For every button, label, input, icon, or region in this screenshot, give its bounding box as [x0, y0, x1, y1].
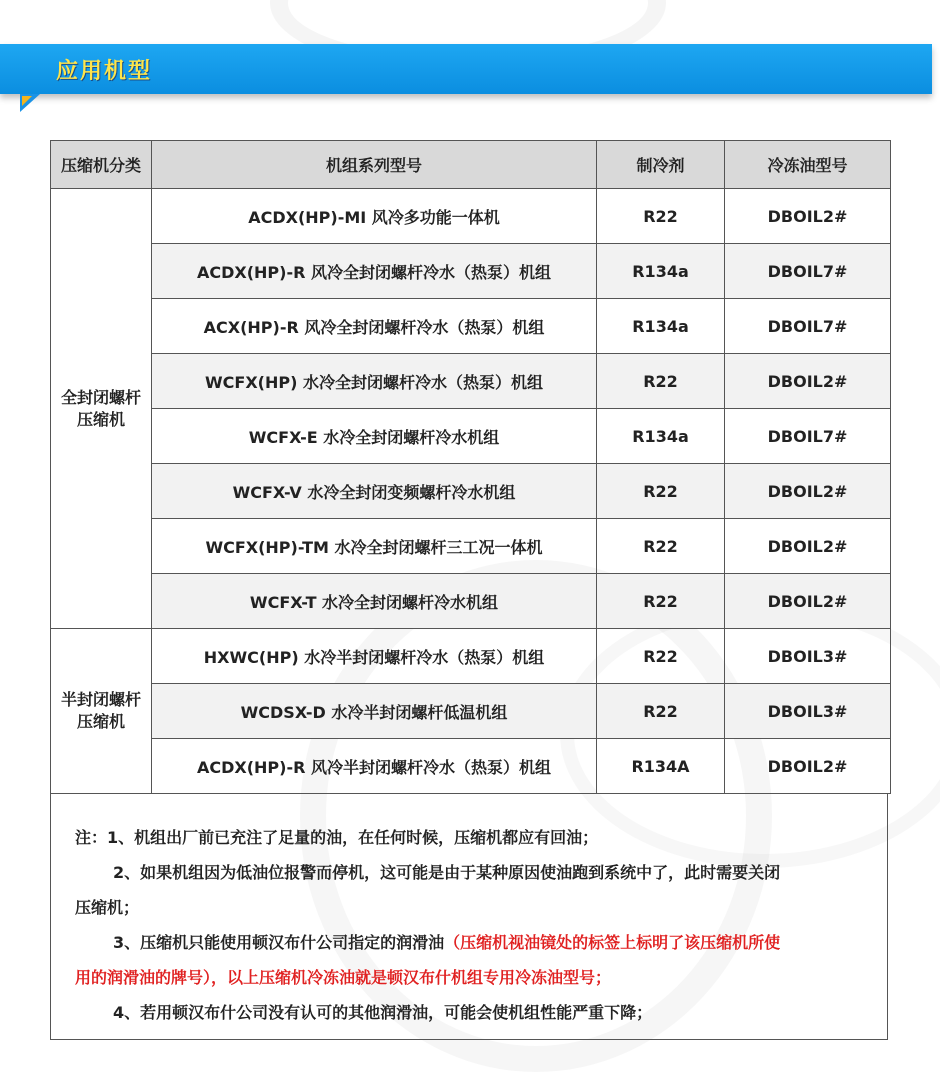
- oil-cell: DBOIL3#: [725, 629, 891, 684]
- oil-cell: DBOIL7#: [725, 409, 891, 464]
- refrigerant-cell: R22: [597, 519, 725, 574]
- refrigerant-cell: R134a: [597, 409, 725, 464]
- model-cell: WCDSX-D 水冷半封闭螺杆低温机组: [152, 684, 597, 739]
- oil-cell: DBOIL7#: [725, 244, 891, 299]
- table-row: [51, 629, 891, 684]
- refrigerant-cell: R22: [597, 574, 725, 629]
- application-models-table: [50, 140, 891, 794]
- model-cell: HXWC(HP) 水冷半封闭螺杆冷水（热泵）机组: [152, 629, 597, 684]
- model-cell: ACDX(HP)-R 风冷半封闭螺杆冷水（热泵）机组: [152, 739, 597, 794]
- oil-cell: DBOIL7#: [725, 299, 891, 354]
- table-row: [51, 464, 891, 519]
- refrigerant-cell: R134A: [597, 739, 725, 794]
- refrigerant-cell: R134a: [597, 244, 725, 299]
- table-row: [51, 409, 891, 464]
- compressor-category: 半封闭螺杆 压缩机: [51, 629, 152, 794]
- oil-cell: DBOIL2#: [725, 354, 891, 409]
- refrigerant-cell: R22: [597, 684, 725, 739]
- model-cell: ACDX(HP)-MI 风冷多功能一体机: [152, 189, 597, 244]
- model-cell: ACDX(HP)-R 风冷全封闭螺杆冷水（热泵）机组: [152, 244, 597, 299]
- table-row: [51, 244, 891, 299]
- table-row: [51, 519, 891, 574]
- note-3-text: 3、压缩机只能使用顿汉布什公司指定的润滑油: [113, 933, 445, 952]
- note-4: 4、若用顿汉布什公司没有认可的其他润滑油，可能会使机组性能严重下降；: [113, 1003, 653, 1022]
- note-3-highlight: （压缩机视油镜处的标签上标明了该压缩机所使: [444, 933, 781, 952]
- refrigerant-cell: R22: [597, 464, 725, 519]
- refrigerant-cell: R22: [597, 354, 725, 409]
- model-cell: WCFX(HP)-TM 水冷全封闭螺杆三工况一体机: [152, 519, 597, 574]
- table-row: [51, 574, 891, 629]
- header-model-series: 机组系列型号: [152, 141, 597, 189]
- table-row: [51, 684, 891, 739]
- note-2-cont: 压缩机；: [75, 898, 140, 917]
- oil-cell: DBOIL2#: [725, 464, 891, 519]
- oil-cell: DBOIL2#: [725, 739, 891, 794]
- oil-cell: DBOIL3#: [725, 684, 891, 739]
- refrigerant-cell: R22: [597, 629, 725, 684]
- note-3: [75, 925, 863, 960]
- refrigerant-cell: R22: [597, 189, 725, 244]
- section-title: 应用机型: [56, 59, 153, 84]
- note-3-highlight-cont: 用的润滑油的牌号），以上压缩机冷冻油就是顿汉布什机组专用冷冻油型号；: [75, 968, 612, 987]
- oil-cell: DBOIL2#: [725, 574, 891, 629]
- oil-cell: DBOIL2#: [725, 189, 891, 244]
- notes-box: [50, 794, 888, 1040]
- model-cell: WCFX-V 水冷全封闭变频螺杆冷水机组: [152, 464, 597, 519]
- oil-cell: DBOIL2#: [725, 519, 891, 574]
- model-cell: WCFX(HP) 水冷全封闭螺杆冷水（热泵）机组: [152, 354, 597, 409]
- table-row: [51, 189, 891, 244]
- note-1: 注：1、机组出厂前已充注了足量的油，在任何时候，压缩机都应有回油；: [75, 828, 599, 847]
- table-row: [51, 354, 891, 409]
- model-cell: WCFX-E 水冷全封闭螺杆冷水机组: [152, 409, 597, 464]
- table-row: [51, 739, 891, 794]
- compressor-category: 全封闭螺杆 压缩机: [51, 189, 152, 629]
- header-refrigerant: 制冷剂: [597, 141, 725, 189]
- model-cell: ACX(HP)-R 风冷全封闭螺杆冷水（热泵）机组: [152, 299, 597, 354]
- table-row: [51, 299, 891, 354]
- model-cell: WCFX-T 水冷全封闭螺杆冷水机组: [152, 574, 597, 629]
- header-compressor-type: 压缩机分类: [51, 141, 152, 189]
- banner-fold-accent: [22, 96, 32, 106]
- header-oil-type: 冷冻油型号: [725, 141, 891, 189]
- refrigerant-cell: R134a: [597, 299, 725, 354]
- note-2: 2、如果机组因为低油位报警而停机，这可能是由于某种原因使油跑到系统中了，此时需要关闭: [113, 863, 781, 882]
- section-banner: [0, 44, 932, 94]
- table-header-row: [51, 141, 891, 189]
